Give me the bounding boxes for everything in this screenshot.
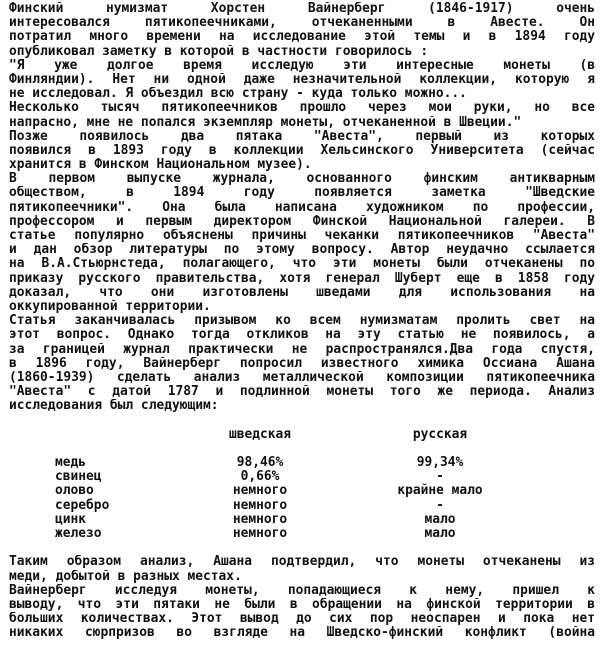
text-line: исследования был следующим:: [9, 399, 219, 414]
column-header-swedish: шведская: [228, 426, 292, 442]
text-line: хранится в Финском Национальном музее).: [9, 158, 312, 173]
element-name: железо: [55, 526, 102, 542]
text-line: "Я уже долгое время исследую эти интересные монеты (в: [9, 58, 595, 73]
element-name: медь: [55, 455, 87, 471]
text-line: выводу, что эти пятаки не были в обращении на финской территории в: [9, 597, 595, 612]
text-line: появился в 1893 году в коллекции Хельсинского Университета (сейчас: [9, 143, 595, 158]
text-line: и дан обзор литературы по этому вопросу. Автор неудачно ссылается: [9, 243, 595, 258]
text-line: "Авеста" с датой 1787 и подлинной монеты того же периода. Анализ: [9, 385, 595, 400]
table-row: [55, 484, 555, 498]
swedish-value: немного: [232, 526, 288, 542]
text-line: приказу русского правительства, хотя генерал Шуберт еще в 1858 году: [9, 271, 595, 286]
text-line: больших количествах. Этот вывод до сих пор неоспарен и пока нет: [9, 612, 595, 627]
swedish-value: 0,66%: [240, 469, 280, 485]
text-line: потратил много времени на исследование этой темы и в 1894 году: [9, 30, 595, 45]
text-line: напрасно, мне не попался экземпляр монеты, отчеканенной в Швеции.": [9, 115, 522, 130]
swedish-value: немного: [232, 497, 288, 513]
text-line: оккупированной территории.: [9, 299, 211, 314]
text-line: Вайнерберг исследуя монеты, попадающиеся к нему, пришел к: [9, 583, 595, 598]
text-line: этот вопрос. Однако тогда откликов на эту статью не появилось, а: [9, 328, 595, 343]
text-line: за границей журнал практически не распространялся.Два года спустя,: [9, 342, 595, 357]
column-header-russian: русская: [412, 426, 468, 442]
text-line: статье популярно объяснены причины чеканки пятикопеечников "Авеста": [9, 229, 595, 243]
swedish-value: немного: [232, 511, 288, 527]
text-line: Несколько тысяч пятикопеечников прошло через мои руки, но все: [9, 101, 595, 116]
text-line: Позже появилось два пятака "Авеста", первый из которых: [9, 129, 595, 144]
table-row: [55, 527, 555, 541]
text-line: Финский нумизмат Хорстен Вайнерберг (1846-1917) очень: [9, 2, 595, 16]
table-row: [55, 456, 555, 470]
text-line: интересовался пятикопеечниками, отчеканенными в Авесте. Он: [9, 16, 595, 31]
text-line: опубликовал заметку в которой в частности говорилось :: [9, 44, 429, 59]
text-line: Финляндии). Нет ни одной даже незначительной коллекции, которую я: [9, 72, 595, 87]
russian-value: мало: [424, 511, 456, 527]
text-line: доказал, что они изготовлены шведами для использования на: [9, 285, 595, 300]
element-name: свинец: [55, 469, 102, 485]
text-line: не исследовал. Я объездил всю страну - куда только можно...: [9, 87, 467, 102]
element-name: олово: [55, 483, 94, 499]
swedish-value: немного: [232, 483, 288, 499]
text-line: профессором и первым директором Финской Национальной галереи. В: [9, 214, 595, 229]
russian-value: -: [436, 469, 444, 485]
russian-value: 99,34%: [416, 455, 464, 471]
table-row: [55, 470, 555, 484]
text-line: обществом, в 1894 году появляется заметка "Шведские: [9, 186, 595, 201]
swedish-value: 98,46%: [236, 455, 284, 471]
text-line: пятикопеечники". Она была написана художником по профессии,: [9, 200, 595, 215]
element-name: цинк: [55, 511, 87, 527]
text-line: Статья заканчивалась призывом ко всем нумизматам пролить свет на: [9, 314, 595, 329]
paragraph-6: [9, 584, 595, 641]
text-line: В первом выпуске журнала, основанного финским антикварным: [9, 172, 595, 187]
russian-value: мало: [424, 526, 456, 542]
text-line: в 1896 году, Вайнерберг попросил известного химика Оссиана Ашана: [9, 356, 595, 371]
text-line: на В.А.Стьюрнстеда, полагающего, что эти монеты были отчеканены по: [9, 257, 595, 272]
paragraph-3: [9, 172, 595, 314]
table-row: [55, 513, 555, 527]
paragraph-5: [9, 555, 595, 583]
paragraph-4: [9, 314, 595, 413]
table-header-row: [55, 428, 555, 442]
text-line: (1860-1939) сделать анализ металлической композиции пятикопеечника: [9, 370, 595, 385]
element-name: серебро: [55, 497, 110, 513]
paragraph-1: [9, 2, 595, 130]
text-line: Таким образом анализ, Ашана подтвердил, что монеты отчеканены из: [9, 555, 595, 570]
text-line: никаких сюрпризов во взгляде на Шведско-финский конфликт (война: [9, 626, 595, 641]
paragraph-2: [9, 130, 595, 173]
russian-value: -: [436, 497, 444, 513]
table-row: [55, 499, 555, 513]
text-line: меди, добытой в разных местах.: [9, 569, 242, 584]
analysis-table: [55, 428, 555, 542]
russian-value: крайне мало: [397, 483, 483, 499]
